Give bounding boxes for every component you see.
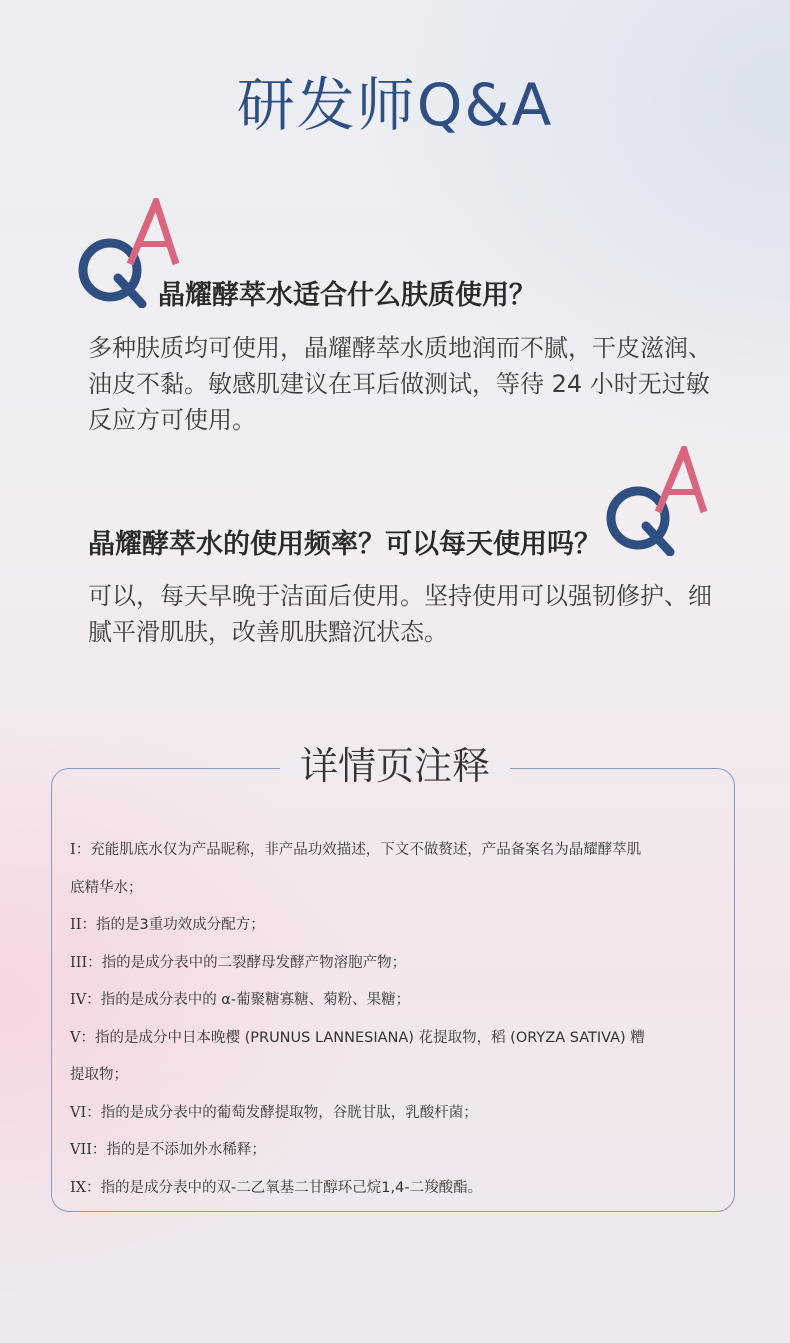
note-line	[70, 832, 730, 870]
note-mark: V：	[70, 1029, 95, 1046]
note-mark: I：	[70, 842, 91, 858]
note-text: 指的是3重功效成分配方；	[95, 917, 265, 933]
note-mark: VII：	[70, 1142, 107, 1158]
note-text: 指的是成分表中的二裂酵母发酵产物溶胞产物；	[101, 954, 407, 971]
note-line	[70, 1132, 730, 1170]
notes-list	[70, 832, 730, 1207]
note-text: 指的是不添加外水稀释；	[106, 1142, 266, 1158]
note-text: 指的是成分表中的葡萄发酵提取物，谷胱甘肽，乳酸杆菌；	[100, 1104, 478, 1121]
note-text: 底精华水；	[70, 879, 143, 896]
answer-1-line: 多种肤质均可使用，晶耀酵萃水质地润而不腻，干皮滋润、	[88, 334, 712, 362]
question-2: 晶耀酵萃水的使用频率？可以每天使用吗？	[88, 529, 601, 560]
note-line	[70, 1095, 730, 1133]
note-text: 指的是成分表中的 α-葡聚糖寡糖、菊粉、果糖；	[100, 992, 411, 1008]
note-mark: III：	[70, 954, 102, 971]
notes-title	[0, 736, 790, 796]
notes-title-text: 详情页注释	[299, 744, 490, 788]
note-line	[70, 870, 730, 908]
page-title: 研发师Q&A	[236, 71, 554, 139]
note-line	[70, 907, 730, 945]
answer-1-line: 油皮不黏。敏感肌建议在耳后做测试，等待 24 小时无过敏	[88, 370, 710, 398]
answer-1	[88, 330, 728, 438]
answer-2-line: 可以，每天早晚于洁面后使用。坚持使用可以强韧修护、细	[88, 582, 712, 610]
note-text: 指的是成分表中的双-二乙氧基二甘醇环己烷1,4-二羧酸酯。	[100, 1179, 483, 1196]
question-1: 晶耀酵萃水适合什么肤质使用？	[158, 280, 536, 311]
note-line	[70, 1057, 730, 1095]
note-mark: II：	[70, 917, 96, 933]
note-mark: IX：	[70, 1179, 101, 1196]
note-text: 提取物；	[70, 1067, 128, 1083]
answer-1-line: 反应方可使用。	[88, 406, 256, 434]
note-line	[70, 1020, 730, 1058]
qa-logo-icon	[604, 446, 714, 556]
note-text: 指的是成分中日本晚樱 (PRUNUS LANNESIANA) 花提取物，稻 (ORYZA SATIVA) 糟	[94, 1029, 645, 1046]
note-mark: VI：	[70, 1104, 101, 1121]
note-line	[70, 1170, 730, 1208]
note-line	[70, 982, 730, 1020]
note-line	[70, 945, 730, 983]
note-mark: IV：	[70, 992, 101, 1008]
note-text: 充能肌底水仅为产品昵称，非产品功效描述，下文不做赘述，产品备案名为晶耀酵萃肌	[90, 842, 642, 858]
answer-2	[88, 578, 728, 650]
answer-2-line: 腻平滑肌肤，改善肌肤黯沉状态。	[88, 618, 448, 646]
